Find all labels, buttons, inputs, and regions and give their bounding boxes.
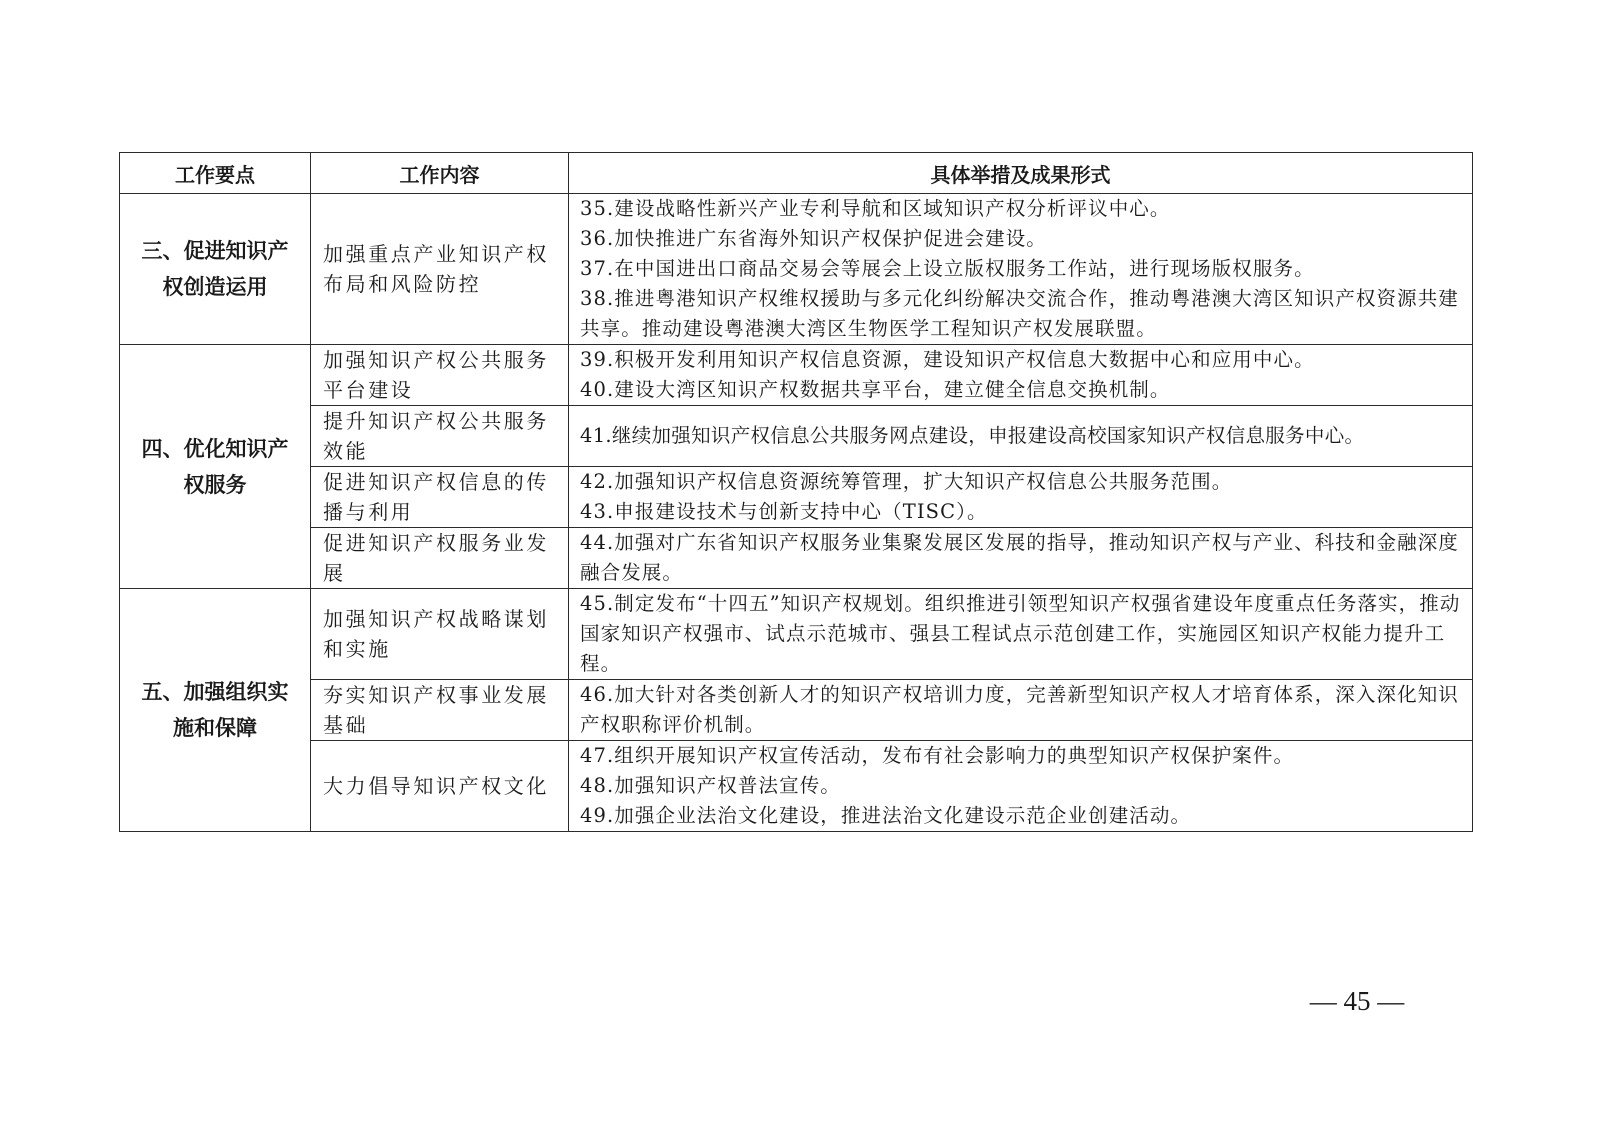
header-work-content: 工作内容: [311, 153, 569, 194]
work-content-cell: 加强重点产业知识产权布局和风险防控: [311, 194, 569, 345]
work-content-cell: 提升知识产权公共服务效能: [311, 406, 569, 467]
key-point-line: 五、加强组织实: [141, 680, 289, 704]
work-content-cell: 促进知识产权服务业发展: [311, 528, 569, 589]
work-content-cell: 夯实知识产权事业发展基础: [311, 680, 569, 741]
measure-item: 38.推进粤港知识产权维权援助与多元化纠纷解决交流合作，推动粤港澳大湾区知识产权资源共建共享。推动建设粤港澳大湾区生物医学工程知识产权发展联盟。: [580, 287, 1459, 340]
measure-item: 44.加强对广东省知识产权服务业集聚发展区发展的指导，推动知识产权与产业、科技和金融深度融合发展。: [580, 531, 1459, 584]
key-point-line: 四、优化知识产: [141, 436, 289, 461]
table-row: [120, 589, 1473, 680]
measure-item: 36.加快推进广东省海外知识产权保护促进会建设。: [580, 227, 1047, 250]
key-point-line: 权服务: [183, 472, 247, 497]
key-point-cell: [120, 194, 311, 345]
table-row: [120, 528, 1473, 589]
table-row: [120, 406, 1473, 467]
measure-item: 39.积极开发利用知识产权信息资源，建设知识产权信息大数据中心和应用中心。: [580, 348, 1315, 371]
measures-cell: [569, 680, 1473, 741]
key-point-cell: [120, 589, 311, 832]
table-row: [120, 467, 1473, 528]
work-content-cell: 加强知识产权战略谋划和实施: [311, 589, 569, 680]
work-content-cell: 促进知识产权信息的传播与利用: [311, 467, 569, 528]
measures-cell: [569, 589, 1473, 680]
measure-item: 45.制定发布“十四五”知识产权规划。组织推进引领型知识产权强省建设年度重点任务落实，推动国家知识产权强市、试点示范城市、强县工程试点示范创建工作，实施园区知识产权能力提升工程。: [580, 592, 1461, 675]
table-header-row: [120, 153, 1473, 194]
measure-item: 43.申报建设技术与创新支持中心（TISC）。: [580, 500, 988, 523]
measure-item: 49.加强企业法治文化建设，推进法治文化建设示范企业创建活动。: [580, 804, 1192, 827]
page-number: — 45 —: [1309, 986, 1405, 1016]
table-row: [120, 194, 1473, 345]
key-point-line: 施和保障: [173, 716, 257, 740]
header-key-points: 工作要点: [120, 153, 311, 194]
table-row: [120, 741, 1473, 832]
measure-item: 40.建设大湾区知识产权数据共享平台，建立健全信息交换机制。: [580, 378, 1171, 401]
header-measures: 具体举措及成果形式: [569, 153, 1473, 194]
measures-cell: [569, 194, 1473, 345]
work-content-cell: 加强知识产权公共服务平台建设: [311, 345, 569, 406]
key-point-cell: [120, 345, 311, 589]
table-row: [120, 680, 1473, 741]
measure-item: 37.在中国进出口商品交易会等展会上设立版权服务工作站，进行现场版权服务。: [580, 257, 1315, 280]
key-point-line: 三、促进知识产: [141, 239, 289, 263]
measure-item: 46.加大针对各类创新人才的知识产权培训力度，完善新型知识产权人才培育体系，深入深化知识产权职称评价机制。: [580, 683, 1459, 736]
measures-cell: [569, 345, 1473, 406]
measures-cell: [569, 467, 1473, 528]
measures-cell: [569, 406, 1473, 467]
measure-item: 48.加强知识产权普法宣传。: [580, 774, 841, 797]
measures-cell: [569, 528, 1473, 589]
measures-cell: [569, 741, 1473, 832]
table-row: [120, 345, 1473, 406]
work-content-cell: 大力倡导知识产权文化: [311, 741, 569, 832]
measure-item: 42.加强知识产权信息资源统筹管理，扩大知识产权信息公共服务范围。: [580, 470, 1233, 493]
work-plan-table: [119, 152, 1473, 832]
measure-item: 35.建设战略性新兴产业专利导航和区域知识产权分析评议中心。: [580, 197, 1171, 220]
measure-item: 47.组织开展知识产权宣传活动，发布有社会影响力的典型知识产权保护案件。: [580, 744, 1295, 767]
measure-item: 41.继续加强知识产权信息公共服务网点建设，申报建设高校国家知识产权信息服务中心。: [580, 424, 1365, 447]
key-point-line: 权创造运用: [162, 275, 268, 299]
